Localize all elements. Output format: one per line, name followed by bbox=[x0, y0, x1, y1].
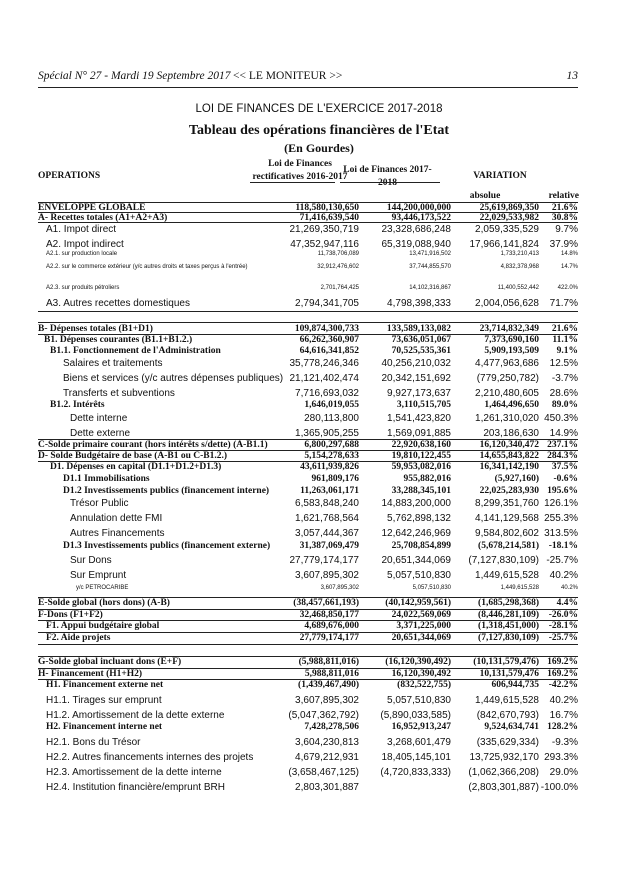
lf-2017-2018-value: 955,882,016 bbox=[403, 474, 451, 484]
table-row bbox=[38, 541, 578, 554]
variation-relative: 28.6% bbox=[549, 388, 578, 399]
lf-rectificatives-value: 1,365,905,255 bbox=[295, 428, 359, 439]
variation-absolue: 4,832,378,968 bbox=[500, 264, 539, 270]
variation-absolue: 1,261,310,020 bbox=[475, 413, 539, 424]
row-label: Dette externe bbox=[70, 428, 131, 439]
table-row bbox=[38, 224, 578, 237]
variation-relative: 169.2% bbox=[547, 669, 578, 679]
variation-relative: 40.2% bbox=[560, 585, 578, 591]
table-rule bbox=[38, 632, 578, 633]
variation-absolue: (1,685,298,368) bbox=[478, 598, 539, 608]
lf-rectificatives-value: 35,778,246,346 bbox=[289, 358, 359, 369]
variation-absolue: 10,131,579,476 bbox=[479, 669, 539, 679]
row-label: D1.2 Investissements publics (financement interne) bbox=[63, 486, 270, 496]
row-label: Dette interne bbox=[70, 413, 128, 424]
variation-absolue: 13,725,932,170 bbox=[469, 752, 539, 763]
variation-absolue: 606,944,735 bbox=[491, 680, 539, 690]
row-label: H1. Financement externe net bbox=[46, 680, 164, 690]
lf-rectificatives-value: 118,580,130,650 bbox=[295, 203, 359, 213]
table-row bbox=[38, 462, 578, 475]
lf-2017-2018-value: 40,256,210,032 bbox=[381, 358, 451, 369]
table-rule bbox=[250, 182, 335, 183]
variation-absolue: 16,120,340,472 bbox=[479, 440, 539, 450]
table-row bbox=[38, 695, 578, 708]
lf-rectificatives-value: 5,988,811,016 bbox=[304, 669, 359, 679]
lf-rectificatives-value: (5,047,362,792) bbox=[288, 710, 359, 721]
row-label: Salaires et traitements bbox=[63, 358, 163, 369]
variation-absolue: (2,803,301,887) bbox=[468, 782, 539, 793]
row-label: B1.2. Intérêts bbox=[50, 400, 105, 410]
variation-absolue: 14,655,843,822 bbox=[479, 451, 539, 461]
variation-absolue: 9,584,802,602 bbox=[475, 528, 539, 539]
variation-relative: -25.7% bbox=[546, 555, 578, 566]
row-label: C-Solde primaire courant (hors intérêts s/dette) (A-B1.1) bbox=[38, 440, 268, 450]
page-header bbox=[38, 70, 578, 86]
table-row bbox=[38, 474, 578, 487]
variation-absolue: 1,733,210,413 bbox=[500, 251, 539, 257]
row-label: Sur Emprunt bbox=[70, 570, 127, 581]
variation-relative: 422.0% bbox=[557, 285, 578, 291]
variation-absolue: (7,127,830,109) bbox=[468, 555, 539, 566]
table-rule bbox=[38, 311, 578, 312]
lf-rectificatives-value: 280,113,800 bbox=[304, 413, 359, 424]
variation-relative: -25.7% bbox=[548, 633, 578, 643]
variation-relative: -9.3% bbox=[551, 737, 578, 748]
table-rule bbox=[38, 439, 578, 440]
row-label: Sur Dons bbox=[70, 555, 112, 566]
variation-absolue: 23,714,832,349 bbox=[479, 324, 539, 334]
lf-2017-2018-value: (5,890,033,585) bbox=[380, 710, 451, 721]
lf-2017-2018-value: 33,288,345,101 bbox=[391, 486, 451, 496]
lf-rectificatives-value: (5,988,811,016) bbox=[298, 657, 359, 667]
lf-2017-2018-value: 18,405,145,101 bbox=[381, 752, 451, 763]
lf-rectificatives-value: 27,779,174,177 bbox=[289, 555, 359, 566]
lf-rectificatives-value: (38,457,661,193) bbox=[293, 598, 359, 608]
variation-relative: 169.2% bbox=[547, 657, 578, 667]
table-rule bbox=[38, 212, 578, 213]
variation-absolue: 5,909,193,509 bbox=[484, 346, 539, 356]
table-row bbox=[38, 285, 578, 294]
table-row bbox=[38, 752, 578, 765]
lf-2017-2018-value: 37,744,855,570 bbox=[409, 264, 451, 270]
variation-relative: 4.4% bbox=[556, 598, 578, 608]
variation-absolue: 203,186,630 bbox=[483, 428, 539, 439]
lf-2017-2018-value: (832,522,755) bbox=[397, 680, 451, 690]
table-row bbox=[38, 737, 578, 750]
row-label: H1.1. Tirages sur emprunt bbox=[46, 695, 162, 706]
variation-relative: 9.1% bbox=[556, 346, 578, 356]
variation-absolue: 17,966,141,824 bbox=[469, 239, 539, 250]
table-rule bbox=[38, 450, 578, 451]
lf-rectificatives-value: 6,800,297,688 bbox=[304, 440, 359, 450]
lf-2017-2018-value: 14,883,200,000 bbox=[381, 498, 451, 509]
col-absolue: absolue bbox=[469, 191, 501, 201]
row-label: A- Recettes totales (A1+A2+A3) bbox=[38, 213, 168, 223]
variation-relative: -0.6% bbox=[553, 474, 578, 484]
row-label: H2.2. Autres financements internes des projets bbox=[46, 752, 254, 763]
variation-relative: 9.7% bbox=[555, 224, 578, 235]
lf-rectificatives-value: 4,679,212,931 bbox=[295, 752, 359, 763]
row-label: G-Solde global incluant dons (E+F) bbox=[38, 657, 182, 667]
table-row bbox=[38, 373, 578, 386]
lf-rectificatives-value: 64,616,341,852 bbox=[299, 346, 359, 356]
lf-rectificatives-value: 4,689,676,000 bbox=[304, 621, 359, 631]
variation-relative: 14.9% bbox=[549, 428, 578, 439]
variation-relative: 30.8% bbox=[551, 213, 578, 223]
masthead: << LE MONITEUR >> bbox=[233, 70, 343, 82]
variation-relative: -26.0% bbox=[548, 610, 578, 620]
row-label: A2.1. sur production locale bbox=[46, 251, 118, 257]
variation-relative: 14.8% bbox=[560, 251, 578, 257]
table-rule bbox=[38, 679, 578, 680]
row-label: F-Dons (F1+F2) bbox=[38, 610, 103, 620]
variation-absolue: 1,449,615,528 bbox=[500, 585, 539, 591]
row-label: A1. Impot direct bbox=[46, 224, 117, 235]
lf-2017-2018-value: 25,708,854,899 bbox=[391, 541, 451, 551]
lf-rectificatives-value: 3,607,895,302 bbox=[295, 570, 359, 581]
lf-rectificatives-value: 66,262,360,907 bbox=[299, 335, 359, 345]
page-number: 13 bbox=[566, 70, 578, 82]
lf-2017-2018-value: 4,798,398,333 bbox=[387, 298, 451, 309]
table-row bbox=[38, 528, 578, 541]
table-row bbox=[38, 264, 578, 273]
variation-relative: 21.6% bbox=[551, 203, 578, 213]
variation-relative: 29.0% bbox=[549, 767, 578, 778]
variation-relative: 40.2% bbox=[549, 570, 578, 581]
lf-rectificatives-value: 3,604,230,813 bbox=[295, 737, 359, 748]
variation-absolue: (1,318,451,000) bbox=[478, 621, 539, 631]
lf-rectificatives-value: 3,607,895,302 bbox=[295, 695, 359, 706]
lf-rectificatives-value: 11,263,061,171 bbox=[300, 486, 359, 496]
variation-relative: 16.7% bbox=[549, 710, 578, 721]
table-row bbox=[38, 400, 578, 413]
header-rule bbox=[38, 87, 578, 88]
lf-rectificatives-value: (3,658,467,125) bbox=[288, 767, 359, 778]
table-rule bbox=[38, 202, 578, 203]
lf-rectificatives-value: 27,779,174,177 bbox=[299, 633, 359, 643]
row-label: Autres Financements bbox=[70, 528, 165, 539]
lf-rectificatives-value: 7,428,278,506 bbox=[304, 722, 359, 732]
lf-2017-2018-value: 5,057,510,830 bbox=[412, 585, 451, 591]
table-row bbox=[38, 251, 578, 260]
lf-rectificatives-value: 21,121,402,474 bbox=[289, 373, 359, 384]
lf-2017-2018-value: 3,371,225,000 bbox=[396, 621, 451, 631]
row-label: Biens et services (y/c autres dépenses publiques) bbox=[63, 373, 284, 384]
table-rule bbox=[38, 334, 578, 335]
variation-absolue: 2,004,056,628 bbox=[475, 298, 539, 309]
unit-label: (En Gourdes) bbox=[284, 141, 354, 155]
row-label: E-Solde global (hors dons) (A-B) bbox=[38, 598, 170, 608]
table-rule bbox=[38, 644, 578, 645]
variation-relative: -18.1% bbox=[548, 541, 578, 551]
lf-2017-2018-value: 3,268,601,479 bbox=[387, 737, 451, 748]
table-row bbox=[38, 413, 578, 426]
lf-2017-2018-value: 9,927,173,637 bbox=[387, 388, 451, 399]
row-label: B1.1. Fonctionnement de l'Administration bbox=[50, 346, 221, 356]
row-label: F1. Appui budgétaire global bbox=[46, 621, 160, 631]
lf-rectificatives-value: 43,611,939,826 bbox=[300, 462, 359, 472]
lf-rectificatives-value: 32,468,850,177 bbox=[299, 610, 359, 620]
row-label: Transferts et subventions bbox=[63, 388, 175, 399]
lf-rectificatives-value: 1,621,768,564 bbox=[295, 513, 359, 524]
variation-relative: 293.3% bbox=[544, 752, 578, 763]
variation-absolue: 22,029,533,982 bbox=[479, 213, 539, 223]
variation-absolue: (5,927,160) bbox=[494, 474, 539, 484]
variation-relative: -42.2% bbox=[548, 680, 578, 690]
lf-rectificatives-value: 31,387,069,479 bbox=[299, 541, 359, 551]
table-rule bbox=[38, 609, 578, 610]
variation-relative: 11.1% bbox=[552, 335, 578, 345]
lf-rectificatives-value: 71,416,639,540 bbox=[299, 213, 359, 223]
variation-relative: 128.2% bbox=[547, 722, 578, 732]
table-row bbox=[38, 498, 578, 511]
lf-2017-2018-value: 73,636,051,067 bbox=[391, 335, 451, 345]
row-label: ENVELOPPE GLOBALE bbox=[38, 203, 146, 213]
lf-rectificatives-value: 109,874,300,733 bbox=[294, 324, 359, 334]
lf-2017-2018-value: 5,057,510,830 bbox=[387, 695, 451, 706]
variation-absolue: 16,341,142,190 bbox=[479, 462, 539, 472]
lf-2017-2018-value: 5,762,898,132 bbox=[387, 513, 451, 524]
table-rule bbox=[38, 597, 578, 598]
row-label: H2.1. Bons du Trésor bbox=[46, 737, 141, 748]
lf-2017-2018-value: 93,446,173,522 bbox=[391, 213, 451, 223]
table-row bbox=[38, 555, 578, 568]
col-lf-2017-2018: Loi de Finances 2017-2018 bbox=[343, 165, 432, 188]
lf-2017-2018-value: 133,589,133,082 bbox=[386, 324, 451, 334]
lf-2017-2018-value: 1,569,091,885 bbox=[387, 428, 451, 439]
variation-relative: 21.6% bbox=[551, 324, 578, 334]
lf-rectificatives-value: 2,701,764,425 bbox=[320, 285, 359, 291]
variation-relative: -3.7% bbox=[551, 373, 578, 384]
variation-absolue: 11,400,552,442 bbox=[497, 285, 539, 291]
lf-2017-2018-value: 13,471,916,502 bbox=[409, 251, 451, 257]
variation-relative: 14.7% bbox=[560, 264, 578, 270]
lf-2017-2018-value: 3,110,515,705 bbox=[396, 400, 451, 410]
variation-absolue: 2,210,480,605 bbox=[475, 388, 539, 399]
lf-2017-2018-value: 23,328,686,248 bbox=[381, 224, 451, 235]
variation-absolue: 4,141,129,568 bbox=[475, 513, 539, 524]
table-row bbox=[38, 767, 578, 780]
variation-absolue: (10,131,579,476) bbox=[473, 657, 539, 667]
variation-absolue: (335,629,334) bbox=[476, 737, 539, 748]
table-rule bbox=[38, 656, 578, 657]
row-label: A2.3. sur produits pétroliers bbox=[46, 285, 120, 291]
lf-2017-2018-value: 19,810,122,455 bbox=[391, 451, 451, 461]
lf-2017-2018-value: 5,057,510,830 bbox=[387, 570, 451, 581]
variation-relative: 450.3% bbox=[544, 413, 578, 424]
lf-rectificatives-value: 2,794,341,705 bbox=[295, 298, 359, 309]
variation-absolue: (8,446,281,109) bbox=[478, 610, 539, 620]
lf-rectificatives-value: 7,716,693,032 bbox=[295, 388, 359, 399]
lf-rectificatives-value: 32,912,476,602 bbox=[317, 264, 359, 270]
table-rule bbox=[38, 222, 578, 223]
row-label: H- Financement (H1+H2) bbox=[38, 669, 143, 679]
lf-2017-2018-value: (4,720,833,333) bbox=[380, 767, 451, 778]
table-row bbox=[38, 358, 578, 371]
variation-absolue: (7,127,830,109) bbox=[478, 633, 539, 643]
variation-relative: 71.7% bbox=[549, 298, 578, 309]
variation-absolue: (1,062,366,208) bbox=[468, 767, 539, 778]
lf-2017-2018-value: 70,525,535,361 bbox=[391, 346, 451, 356]
row-label: H2. Financement interne net bbox=[46, 722, 163, 732]
table-row bbox=[38, 486, 578, 499]
row-label: B- Dépenses totales (B1+D1) bbox=[38, 324, 153, 334]
variation-relative: 284.3% bbox=[547, 451, 578, 461]
variation-relative: 12.5% bbox=[549, 358, 578, 369]
table-row bbox=[38, 782, 578, 795]
variation-absolue: (5,678,214,581) bbox=[478, 541, 539, 551]
lf-2017-2018-value: 24,022,569,069 bbox=[391, 610, 451, 620]
lf-2017-2018-value: 14,102,316,867 bbox=[409, 285, 451, 291]
table-row bbox=[38, 680, 578, 693]
row-label: H2.3. Amortissement de la dette interne bbox=[46, 767, 222, 778]
table-row bbox=[38, 722, 578, 735]
row-label: D- Solde Budgétaire de base (A-B1 ou C-B1.2.) bbox=[38, 451, 228, 461]
table-row bbox=[38, 570, 578, 583]
variation-absolue: 25,619,869,350 bbox=[479, 203, 539, 213]
col-operations: OPERATIONS bbox=[38, 171, 101, 181]
variation-relative: 237.1% bbox=[547, 440, 578, 450]
lf-rectificatives-value: 21,269,350,719 bbox=[289, 224, 359, 235]
variation-relative: 40.2% bbox=[549, 695, 578, 706]
variation-absolue: (842,670,793) bbox=[476, 710, 539, 721]
col-relative: relative bbox=[548, 191, 579, 201]
variation-absolue: 1,464,496,650 bbox=[484, 400, 539, 410]
table-rule bbox=[340, 182, 440, 183]
table-rule bbox=[38, 668, 578, 669]
table-rule bbox=[38, 461, 578, 462]
variation-absolue: 22,025,283,930 bbox=[479, 486, 539, 496]
row-label: Annulation dette FMI bbox=[70, 513, 163, 524]
table-row bbox=[38, 513, 578, 526]
variation-relative: 37.5% bbox=[551, 462, 578, 472]
variation-absolue: 9,524,634,741 bbox=[484, 722, 539, 732]
table-rule bbox=[38, 620, 578, 621]
lf-2017-2018-value: 144,200,000,000 bbox=[386, 203, 451, 213]
row-label: A2. Impot indirect bbox=[46, 239, 124, 250]
variation-absolue: (779,250,782) bbox=[476, 373, 539, 384]
lf-rectificatives-value: 1,646,019,055 bbox=[304, 400, 359, 410]
lf-2017-2018-value: 22,920,638,160 bbox=[391, 440, 451, 450]
row-label: A2.2. sur le commerce extérieur (y/c autres droits et taxes perçus à l'entrée) bbox=[46, 264, 248, 270]
variation-absolue: 8,299,351,760 bbox=[475, 498, 539, 509]
variation-relative: 89.0% bbox=[551, 400, 578, 410]
issue-info: Spécial N° 27 - Mardi 19 Septembre 2017 bbox=[38, 70, 231, 82]
row-label: D1. Dépenses en capital (D1.1+D1.2+D1.3) bbox=[50, 462, 222, 472]
lf-rectificatives-value: (1,439,467,490) bbox=[298, 680, 359, 690]
col-variation: VARIATION bbox=[473, 171, 527, 181]
lf-rectificatives-value: 5,154,278,633 bbox=[304, 451, 359, 461]
lf-2017-2018-value: (40,142,959,561) bbox=[385, 598, 451, 608]
lf-2017-2018-value: 12,642,246,969 bbox=[381, 528, 451, 539]
table-rule bbox=[38, 322, 578, 323]
variation-absolue: 4,477,963,686 bbox=[475, 358, 539, 369]
variation-relative: -100.0% bbox=[540, 782, 578, 793]
row-label: y/c PETROCARIBE bbox=[76, 585, 129, 591]
table-row bbox=[38, 585, 578, 594]
lf-rectificatives-value: 2,803,301,887 bbox=[295, 782, 359, 793]
lf-2017-2018-value: 59,953,082,016 bbox=[391, 462, 451, 472]
lf-2017-2018-value: 1,541,423,820 bbox=[387, 413, 451, 424]
col-lf-rectificatives: Loi de Finances rectificatives 2016-2017 bbox=[252, 159, 348, 182]
variation-absolue: 2,059,335,529 bbox=[475, 224, 539, 235]
variation-relative: 126.1% bbox=[544, 498, 578, 509]
lf-2017-2018-value: 20,342,151,692 bbox=[381, 373, 451, 384]
lf-rectificatives-value: 3,057,444,367 bbox=[295, 528, 359, 539]
lf-rectificatives-value: 11,738,706,089 bbox=[317, 251, 359, 257]
lf-2017-2018-value: 16,952,913,247 bbox=[391, 722, 451, 732]
row-label: A3. Autres recettes domestiques bbox=[46, 298, 190, 309]
row-label: H2.4. Institution financière/emprunt BRH bbox=[46, 782, 225, 793]
lf-2017-2018-value: 65,319,088,940 bbox=[381, 239, 451, 250]
row-label: Trésor Public bbox=[70, 498, 129, 509]
row-label: F2. Aide projets bbox=[46, 633, 111, 643]
table-title: Tableau des opérations financières de l'Etat bbox=[188, 123, 450, 138]
variation-absolue: 1,449,615,528 bbox=[475, 695, 539, 706]
lf-2017-2018-value: 20,651,344,069 bbox=[391, 633, 451, 643]
variation-relative: 255.3% bbox=[544, 513, 578, 524]
variation-absolue: 7,373,690,160 bbox=[484, 335, 539, 345]
variation-relative: 195.6% bbox=[547, 486, 578, 496]
row-label: H1.2. Amortissement de la dette externe bbox=[46, 710, 225, 721]
variation-absolue: 1,449,615,528 bbox=[475, 570, 539, 581]
lf-2017-2018-value: 20,651,344,069 bbox=[381, 555, 451, 566]
table-row bbox=[38, 346, 578, 359]
variation-relative: -28.1% bbox=[548, 621, 578, 631]
row-label: B1. Dépenses courantes (B1.1+B1.2.) bbox=[44, 335, 193, 345]
lf-2017-2018-value: 16,120,390,492 bbox=[391, 669, 451, 679]
row-label: D1.3 Investissements publics (financement externe) bbox=[63, 541, 271, 551]
variation-relative: 37.9% bbox=[549, 239, 578, 250]
lf-rectificatives-value: 47,352,947,116 bbox=[290, 239, 359, 250]
law-title: LOI DE FINANCES DE L'EXERCICE 2017-2018 bbox=[195, 103, 443, 115]
lf-rectificatives-value: 3,607,895,302 bbox=[320, 585, 359, 591]
lf-rectificatives-value: 6,583,848,240 bbox=[295, 498, 359, 509]
table-row bbox=[38, 298, 578, 311]
row-label: D1.1 Immobilisations bbox=[63, 474, 150, 484]
lf-rectificatives-value: 961,809,176 bbox=[311, 474, 359, 484]
lf-2017-2018-value: (16,120,390,492) bbox=[385, 657, 451, 667]
variation-relative: 313.5% bbox=[544, 528, 578, 539]
